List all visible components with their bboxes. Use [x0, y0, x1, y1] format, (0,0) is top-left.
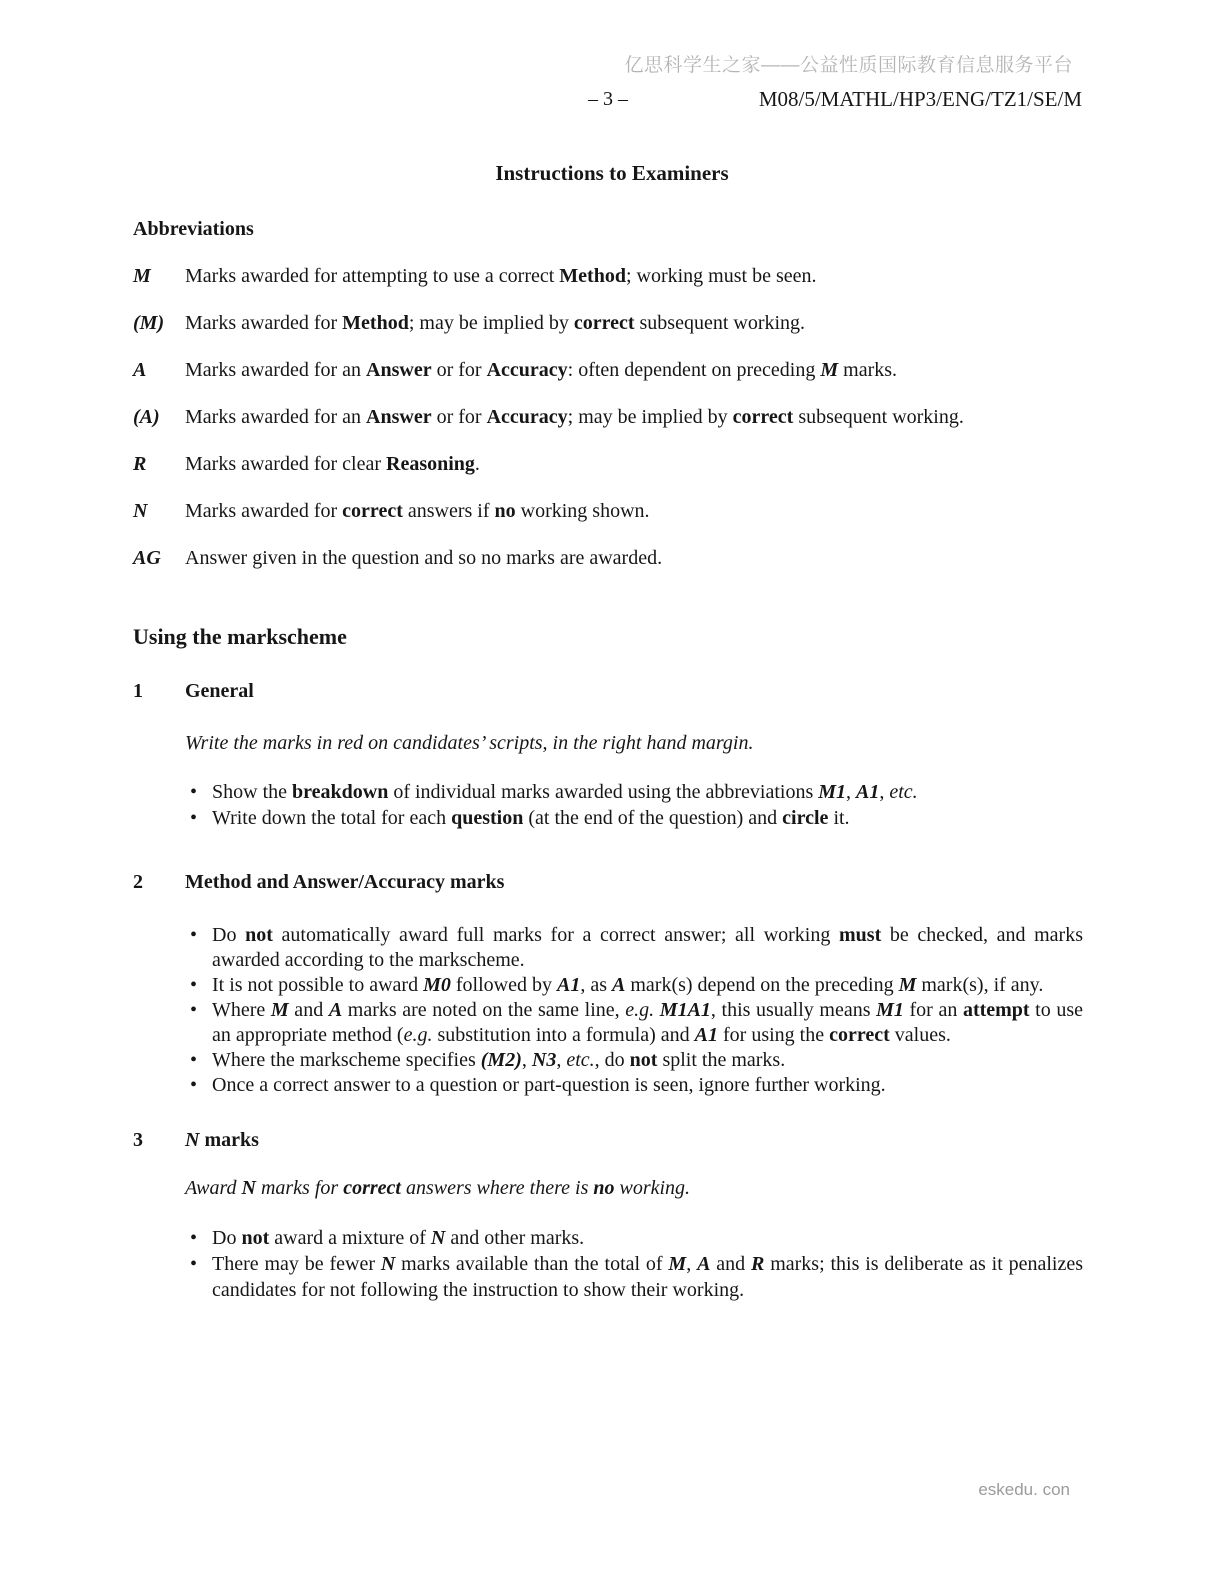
- section-number: 3: [133, 1129, 143, 1151]
- section-number: 1: [133, 680, 143, 702]
- bullet-item: • It is not possible to award M0 followed by A1, as A mark(s) depend on the preceding M mark(s), if any.: [133, 973, 1083, 998]
- section-title: General: [185, 680, 254, 702]
- footer-watermark: eskedu. con: [978, 1480, 1070, 1499]
- abbreviation-definition: Marks awarded for attempting to use a correct Method; working must be seen.: [185, 265, 817, 287]
- section-general: [133, 678, 1083, 831]
- section-intro: Award N marks for correct answers where there is no working.: [185, 1177, 691, 1199]
- abbreviation-definition: Marks awarded for correct answers if no working shown.: [185, 500, 650, 522]
- abbreviation-row: [133, 358, 1083, 383]
- paper-code: M08/5/MATHL/HP3/ENG/TZ1/SE/M: [758, 87, 1082, 111]
- abbreviation-definition: Marks awarded for an Answer or for Accuracy; may be implied by correct subsequent working.: [185, 406, 964, 428]
- abbreviation-definition: Marks awarded for an Answer or for Accuracy: often dependent on preceding M marks.: [185, 359, 898, 381]
- section-heading-row: [133, 678, 1083, 704]
- abbreviation-term: (A): [133, 406, 160, 428]
- bullet-item: • Write down the total for each question (at the end of the question) and circle it.: [133, 805, 1083, 831]
- abbreviations-list: [133, 264, 1083, 593]
- abbreviation-row: [133, 405, 1083, 430]
- abbreviations-heading: Abbreviations: [133, 218, 254, 240]
- section-n-marks: [133, 1127, 1083, 1303]
- abbreviation-row: [133, 452, 1083, 477]
- bullet-item: • Do not automatically award full marks for a correct answer; all working must be checked, and marks awarded according to the markscheme.: [133, 923, 1083, 973]
- section-heading-row: [133, 1127, 1083, 1153]
- abbreviation-term: (M): [133, 312, 165, 334]
- abbreviation-definition: Answer given in the question and so no marks are awarded.: [185, 547, 663, 569]
- abbreviation-definition: Marks awarded for Method; may be implied by correct subsequent working.: [185, 312, 806, 334]
- bullet-item: • There may be fewer N marks available than the total of M, A and R marks; this is deliberate as it penalizes candidates for not following the instruction to show their working.: [133, 1251, 1083, 1303]
- section-intro: Write the marks in red on candidates’ scripts, in the right hand margin.: [185, 732, 754, 754]
- abbreviation-term: R: [133, 453, 147, 475]
- bullet-list: [133, 923, 1083, 1098]
- bullet-list: [133, 1225, 1083, 1303]
- page-title: Instructions to Examiners: [495, 161, 729, 185]
- abbreviation-term: A: [133, 359, 147, 381]
- bullet-item: • Once a correct answer to a question or part-question is seen, ignore further working.: [133, 1073, 1083, 1098]
- bullet-list: [133, 779, 1083, 831]
- section-title: N marks: [185, 1129, 259, 1151]
- abbreviation-term: AG: [133, 547, 161, 569]
- abbreviation-row: [133, 311, 1083, 336]
- abbreviation-term: M: [133, 265, 151, 287]
- abbreviation-row: [133, 264, 1083, 289]
- section-number: 2: [133, 871, 143, 893]
- page-number: – 3 –: [588, 88, 628, 110]
- markscheme-heading: Using the markscheme: [133, 624, 347, 649]
- section-title: Method and Answer/Accuracy marks: [185, 871, 505, 893]
- bullet-item: • Show the breakdown of individual marks awarded using the abbreviations M1, A1, etc.: [133, 779, 1083, 805]
- abbreviation-row: [133, 499, 1083, 524]
- section-heading-row: [133, 869, 1083, 895]
- header-watermark: 亿思科学生之家——公益性质国际教育信息服务平台: [624, 55, 1073, 76]
- abbreviation-term: N: [133, 500, 148, 522]
- bullet-item: • Where M and A marks are noted on the same line, e.g. M1A1, this usually means M1 for an attempt to use an appropriate method (e.g. substitution into a formula) and A1 for using the correct values.: [133, 998, 1083, 1048]
- abbreviation-definition: Marks awarded for clear Reasoning.: [185, 453, 480, 475]
- bullet-item: • Where the markscheme specifies (M2), N3, etc., do not split the marks.: [133, 1048, 1083, 1073]
- abbreviation-row: [133, 546, 1083, 571]
- section-method-accuracy: [133, 869, 1083, 1098]
- bullet-item: • Do not award a mixture of N and other marks.: [133, 1225, 1083, 1251]
